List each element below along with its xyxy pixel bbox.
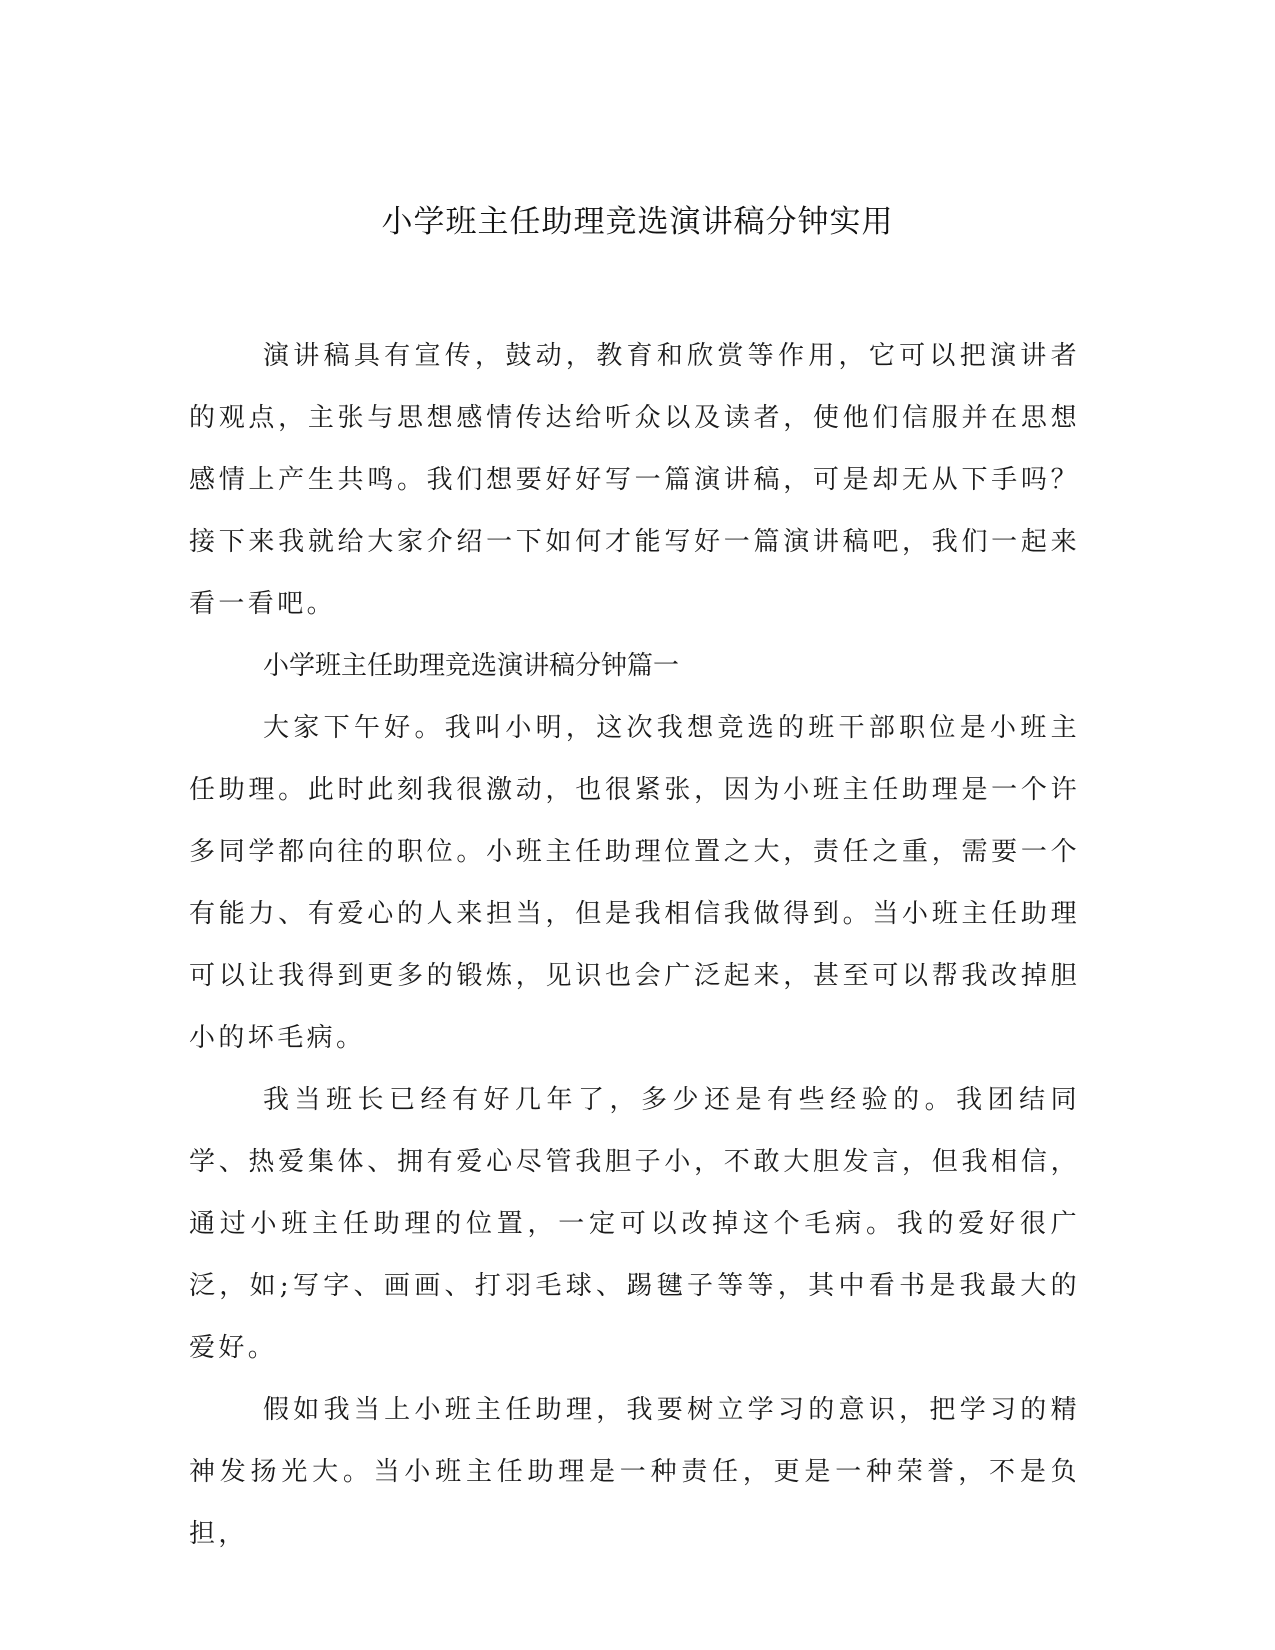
document-body xyxy=(189,325,1080,1565)
speech-paragraph-2: 我当班长已经有好几年了，多少还是有些经验的。我团结同学、热爱集体、拥有爱心尽管我胆子小，不敢大胆发言，但我相信，通过小班主任助理的位置，一定可以改掉这个毛病。我的爱好很广泛，如;写字、画画、打羽毛球、踢毽子等等，其中看书是我最大的爱好。 xyxy=(189,1085,1080,1363)
speech-paragraph-3: 假如我当上小班主任助理，我要树立学习的意识，把学习的精神发扬光大。当小班主任助理是一种责任，更是一种荣誉，不是负担， xyxy=(189,1395,1080,1549)
intro-paragraph: 演讲稿具有宣传，鼓动，教育和欣赏等作用，它可以把演讲者的观点，主张与思想感情传达给听众以及读者，使他们信服并在思想感情上产生共鸣。我们想要好好写一篇演讲稿，可是却无从下手吗？接下来我就给大家介绍一下如何才能写好一篇演讲稿吧，我们一起来看一看吧。 xyxy=(189,341,1080,619)
document-title: 小学班主任助理竞选演讲稿分钟实用 xyxy=(381,204,894,240)
section-heading: 小学班主任助理竞选演讲稿分钟篇一 xyxy=(263,651,680,681)
speech-paragraph-1: 大家下午好。我叫小明，这次我想竞选的班干部职位是小班主任助理。此时此刻我很激动，也很紧张，因为小班主任助理是一个许多同学都向往的职位。小班主任助理位置之大，责任之重，需要一个有能力、有爱心的人来担当，但是我相信我做得到。当小班主任助理可以让我得到更多的锻炼，见识也会广泛起来，甚至可以帮我改掉胆小的坏毛病。 xyxy=(189,713,1080,1053)
